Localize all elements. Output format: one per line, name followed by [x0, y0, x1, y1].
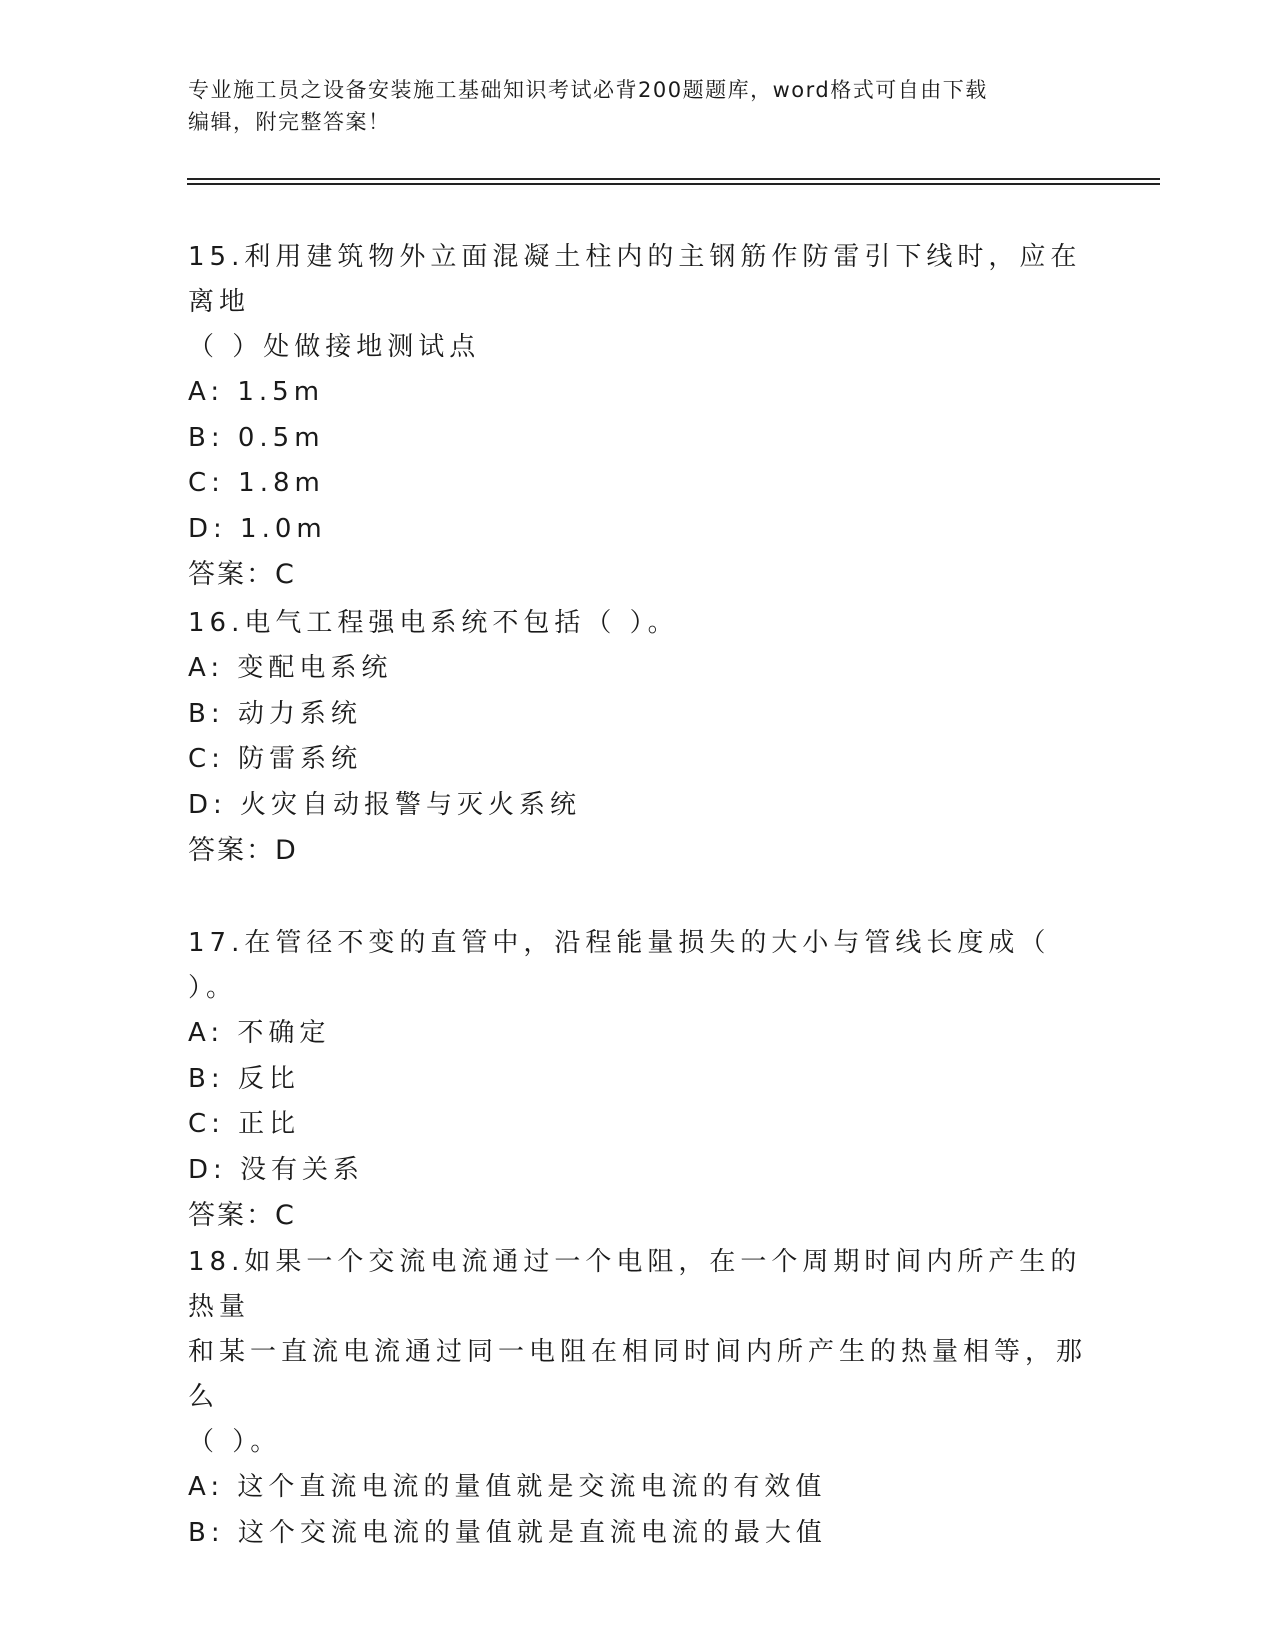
question-stem-line: 和某一直流电流通过同一电阻在相同时间内所产生的热量相等，那么 [188, 1337, 1088, 1412]
header-title-line-1: 专业施工员之设备安装施工基础知识考试必背200题题库，word格式可自由下载 [188, 78, 988, 102]
answer: 答案：C [188, 1200, 296, 1231]
option-a: A: 变配电系统 [188, 653, 393, 683]
option-b: B: 0.5m [188, 422, 325, 453]
document-header [188, 74, 1088, 138]
header-divider-bottom [187, 183, 1160, 185]
option-a: A: 这个直流电流的量值就是交流电流的有效值 [188, 1472, 827, 1502]
question-15 [188, 235, 1088, 598]
question-stem-line: 17.在管径不变的直管中，沿程能量损失的大小与管线长度成（ ）。 [188, 928, 1051, 1003]
question-stem-line: 15.利用建筑物外立面混凝土柱内的主钢筋作防雷引下线时，应在离地 [188, 242, 1082, 317]
option-c: C: 正比 [188, 1109, 301, 1139]
header-divider-top [187, 178, 1160, 180]
question-18 [188, 1240, 1088, 1556]
question-stem-line: 16.电气工程强电系统不包括（ ）。 [188, 608, 679, 638]
option-d: D: 1.0m [188, 513, 327, 544]
answer: 答案：C [188, 559, 296, 590]
option-d: D: 没有关系 [188, 1154, 365, 1185]
question-stem-line: （ ）。 [188, 1427, 282, 1457]
option-b: B: 动力系统 [188, 698, 362, 729]
question-16 [188, 601, 1088, 874]
option-b: B: 反比 [188, 1063, 300, 1094]
option-a: A: 1.5m [188, 377, 325, 407]
question-17 [188, 921, 1088, 1239]
option-d: D: 火灾自动报警与灭火系统 [188, 789, 582, 820]
option-a: A: 不确定 [188, 1018, 331, 1048]
header-title-line-2: 编辑，附完整答案！ [188, 110, 391, 134]
question-stem-line: 18.如果一个交流电流通过一个电阻，在一个周期时间内所产生的热量 [188, 1247, 1082, 1322]
option-c: C: 防雷系统 [188, 744, 363, 774]
answer: 答案：D [188, 835, 298, 866]
option-c: C: 1.8m [188, 468, 325, 498]
option-b: B: 这个交流电流的量值就是直流电流的最大值 [188, 1517, 827, 1548]
question-stem-line: （ ）处做接地测试点 [188, 332, 481, 362]
